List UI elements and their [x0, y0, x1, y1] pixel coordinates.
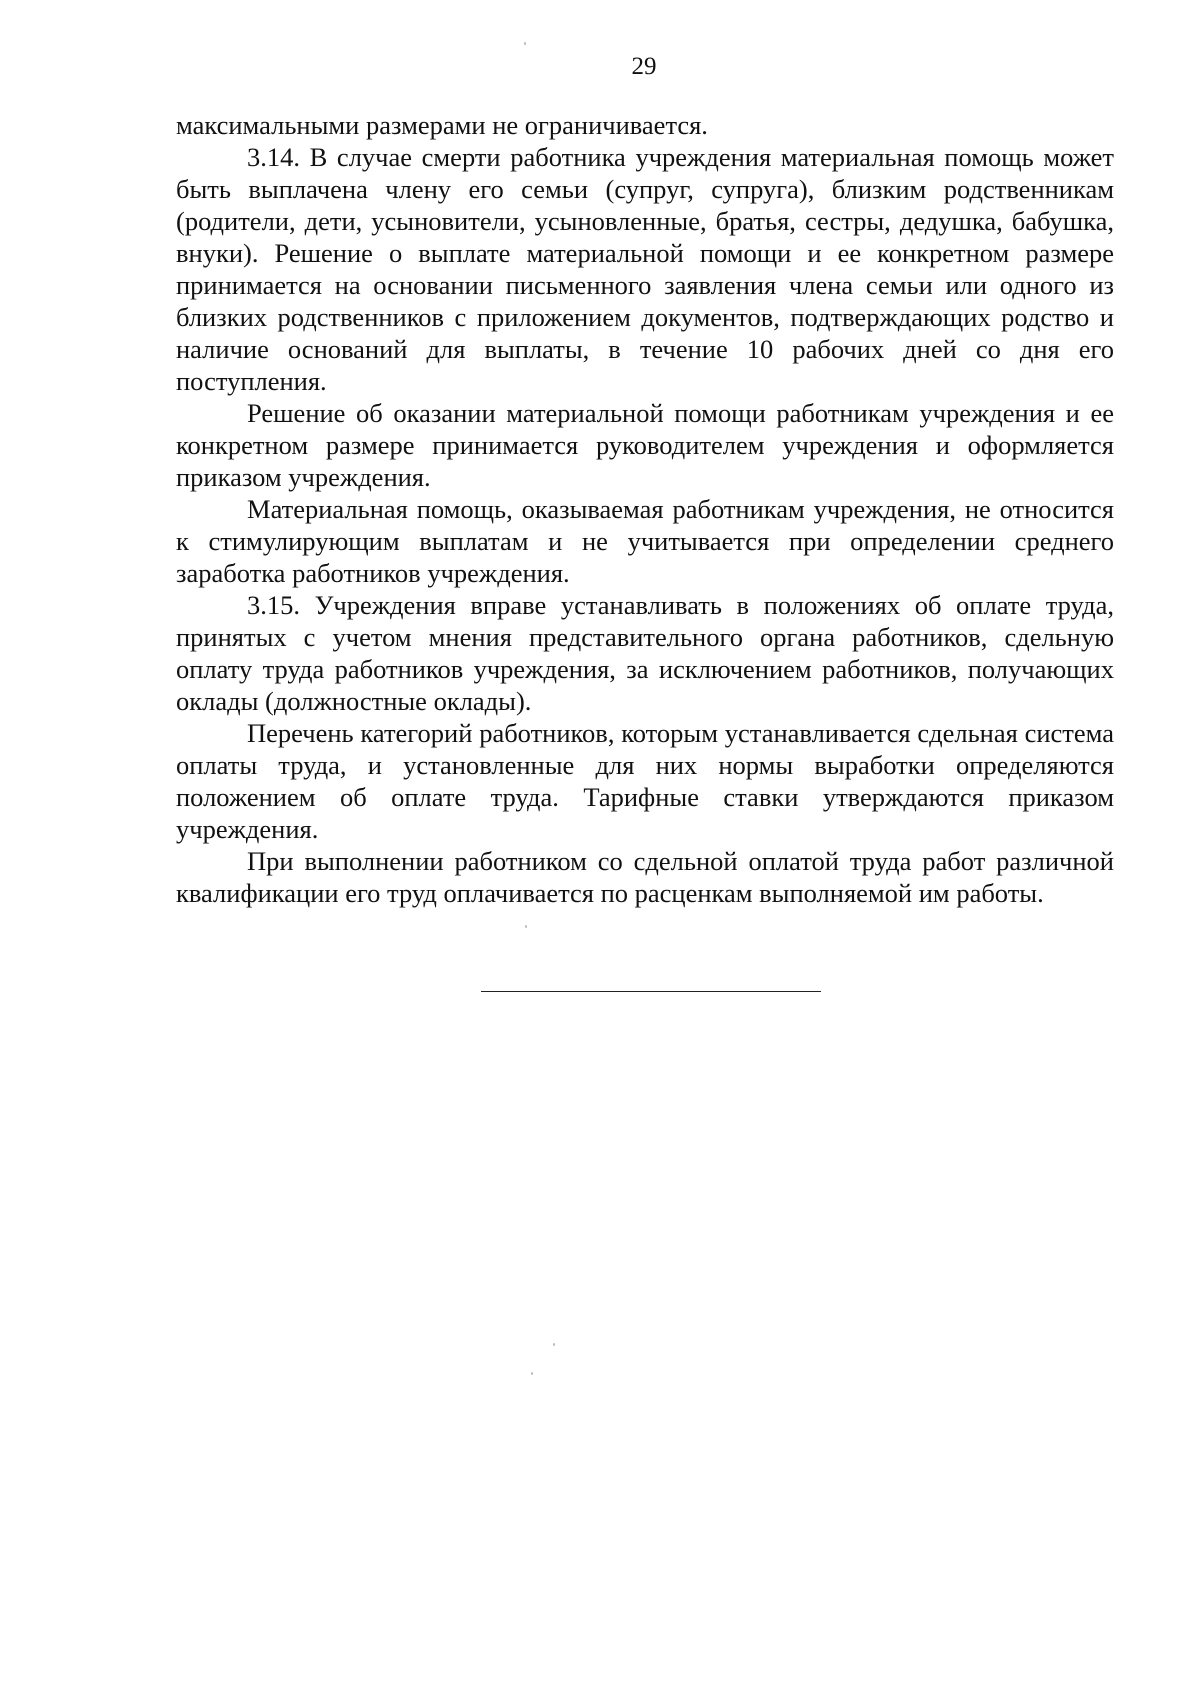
scan-speck	[525, 925, 527, 928]
scan-speck	[531, 1372, 533, 1375]
paragraph-piecework-list: Перечень категорий работников, которым устанавливается сдельная система оплаты труда, и установленные для них нормы выработки определяются положением об оплате труда. Тарифные ставки утверждаются приказом учреждения.	[176, 718, 1114, 844]
page-number: 29	[631, 53, 657, 80]
scan-speck	[524, 42, 526, 45]
paragraph-aid-not-incentive: Материальная помощь, оказываемая работникам учреждения, не относится к стимулирующим выплатам и не учитывается при определении среднего заработка работников учреждения.	[176, 494, 1114, 588]
paragraph-piecework-qualification: При выполнении работником со сдельной оплатой труда работ различной квалификации его труд оплачивается по расценкам выполняемой им работы.	[176, 846, 1114, 908]
scan-speck	[553, 1343, 555, 1346]
paragraph-decision-aid: Решение об оказании материальной помощи работникам учреждения и ее конкретном размере принимается руководителем учреждения и оформляется приказом учреждения.	[176, 398, 1114, 492]
paragraph-continuation: максимальными размерами не ограничивается.	[176, 110, 708, 140]
end-divider-line	[481, 991, 821, 992]
paragraph-3-14: 3.14. В случае смерти работника учреждения материальная помощь может быть выплачена члену его семьи (супруг, супруга), близким родственникам (родители, дети, усыновители, усыновленные, братья, сестры, дедушка, бабушка, внуки). Решение о выплате материальной помощи и ее конкретном размере принимается на основании письменного заявления члена семьи или одного из близких родственников с приложением документов, подтверждающих родство и наличие оснований для выплаты, в течение 10 рабочих дней со дня его поступления.	[176, 142, 1114, 396]
paragraph-3-15: 3.15. Учреждения вправе устанавливать в положениях об оплате труда, принятых с учетом мнения представительного органа работников, сдельную оплату труда работников учреждения, за исключением работников, получающих оклады (должностные оклады).	[176, 590, 1114, 716]
body-text	[176, 109, 1114, 909]
